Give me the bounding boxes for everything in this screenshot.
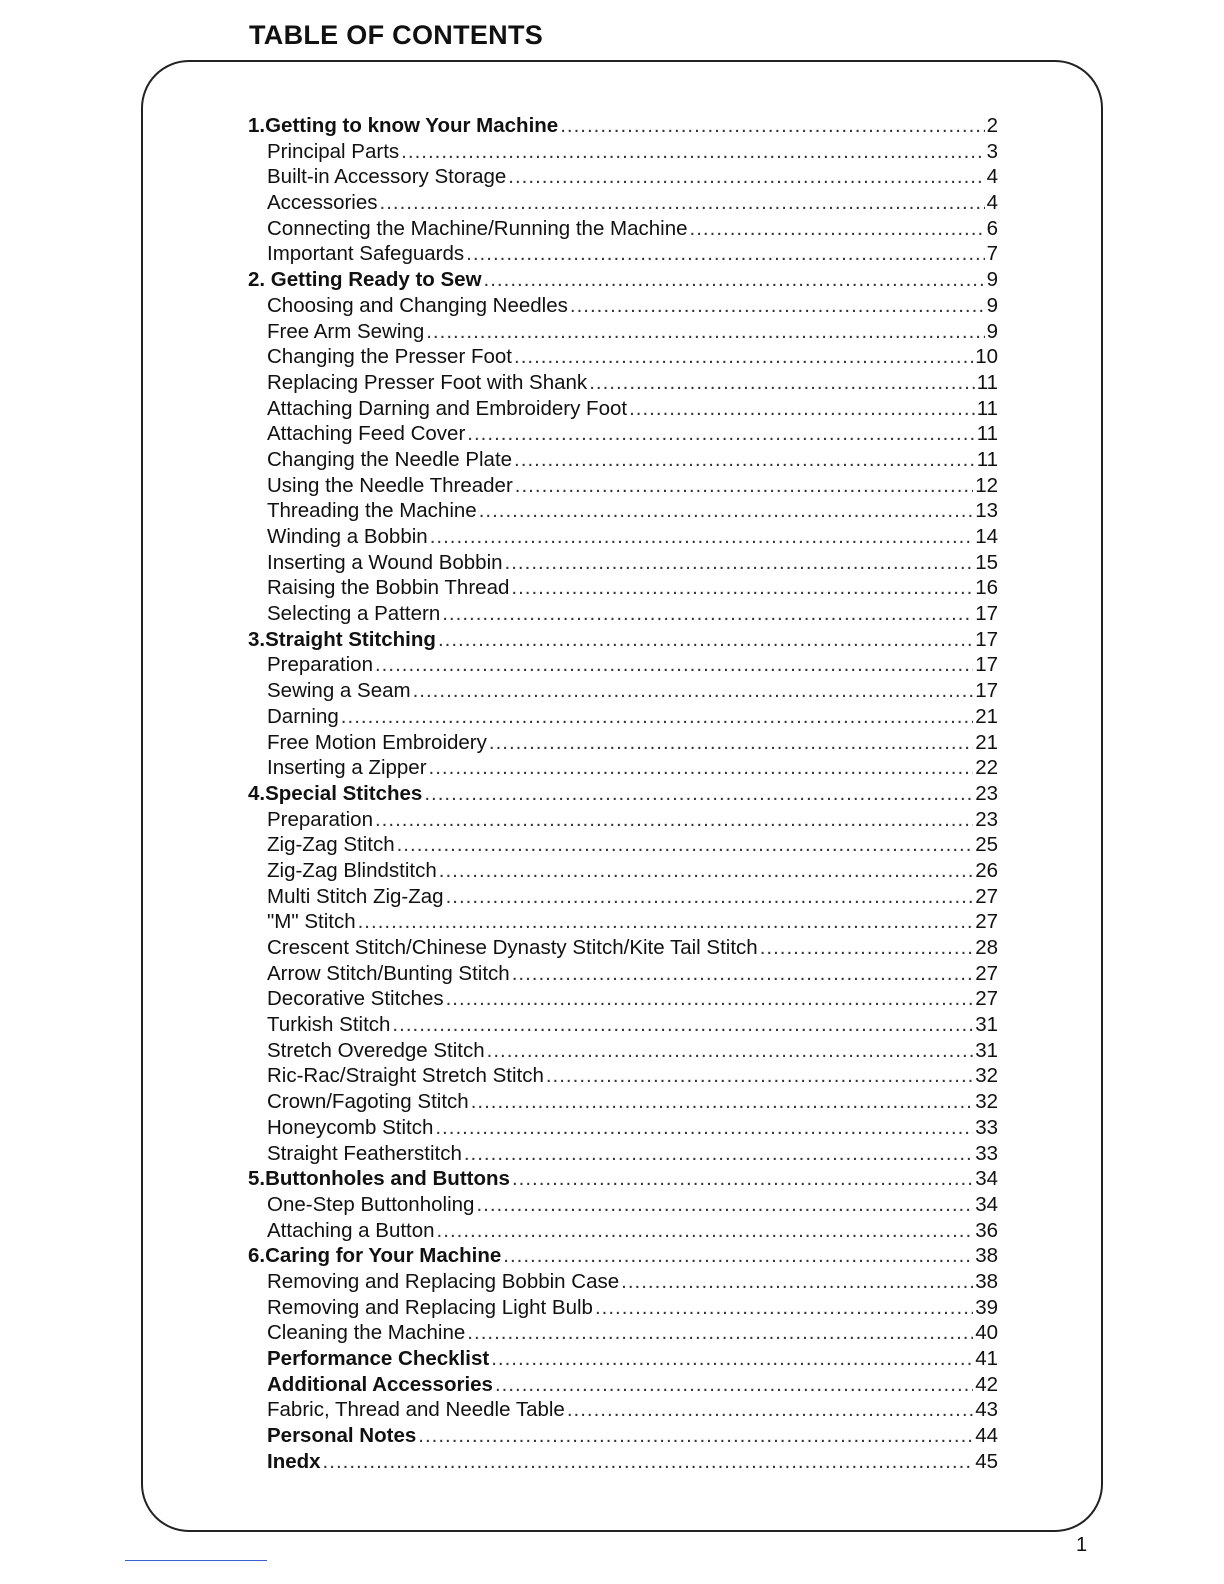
- toc-entry-label: Zig-Zag Blindstitch: [267, 858, 437, 882]
- toc-entry-label: Crescent Stitch/Chinese Dynasty Stitch/Kite Tail Stitch: [267, 936, 758, 959]
- toc-entry-page: 40: [975, 1321, 998, 1345]
- dot-leader: [487, 1038, 974, 1064]
- toc-entry[interactable]: [248, 319, 998, 345]
- dot-leader: [341, 704, 973, 730]
- toc-entry-label: Removing and Replacing Light Bulb: [267, 1295, 593, 1319]
- toc-entry-label: Performance Checklist: [267, 1347, 490, 1370]
- dot-leader: [484, 267, 985, 293]
- dot-leader: [621, 1269, 973, 1295]
- dot-leader: [479, 498, 974, 524]
- toc-entry-label: Decorative Stitches: [267, 987, 444, 1011]
- toc-entry-label: Inserting a Wound Bobbin: [267, 550, 503, 574]
- toc-entry[interactable]: [248, 935, 998, 961]
- toc-entry-page: 31: [975, 1013, 998, 1037]
- toc-entry-label: 4.Special Stitches: [248, 781, 423, 805]
- toc-entry-page: 33: [975, 1141, 998, 1165]
- toc-entry-page: 44: [975, 1424, 998, 1448]
- dot-leader: [438, 627, 973, 653]
- toc-entry-page: 38: [975, 1269, 998, 1293]
- toc-entry-page: 4: [986, 165, 998, 189]
- toc-entry[interactable]: [248, 627, 998, 653]
- toc-entry-page: 27: [975, 987, 998, 1011]
- toc-entry[interactable]: [248, 550, 998, 576]
- toc-entry-page: 27: [975, 884, 998, 908]
- toc-entry[interactable]: [248, 884, 998, 910]
- dot-leader: [442, 601, 973, 627]
- page-number: 1: [1076, 1534, 1088, 1556]
- toc-entry-page: 36: [975, 1218, 998, 1242]
- toc-entry-label: One-Step Buttonholing: [267, 1192, 475, 1216]
- dot-leader: [392, 1012, 973, 1038]
- toc-entry[interactable]: [248, 524, 998, 550]
- dot-leader: [505, 550, 974, 576]
- toc-entry-label: Raising the Bobbin Thread: [267, 576, 510, 600]
- toc-entry-label: Built-in Accessory Storage: [267, 165, 507, 189]
- toc-entry[interactable]: [248, 858, 998, 884]
- dot-leader: [503, 1243, 973, 1269]
- toc-entry-label: Straight Featherstitch: [267, 1141, 462, 1165]
- toc-entry-label: 1.Getting to know Your Machine: [248, 114, 559, 137]
- toc-entry-page: 17: [975, 627, 998, 651]
- toc-entry-label: Winding a Bobbin: [267, 525, 428, 548]
- toc-entry-label: Attaching a Button: [267, 1218, 435, 1242]
- toc-entry-label: Inedx: [267, 1449, 321, 1473]
- toc-entry[interactable]: [248, 755, 998, 781]
- dot-leader: [358, 909, 974, 935]
- toc-entry[interactable]: [248, 113, 998, 139]
- toc-entry-page: 21: [975, 704, 998, 728]
- toc-entry-label: Crown/Fagoting Stitch: [267, 1090, 469, 1114]
- toc-entry[interactable]: [248, 164, 998, 190]
- dot-leader: [426, 319, 984, 345]
- toc-entry[interactable]: [248, 678, 998, 704]
- toc-entry[interactable]: [248, 1115, 998, 1141]
- toc-entry[interactable]: [248, 1449, 998, 1475]
- toc-entry-page: 2: [986, 114, 998, 137]
- dot-leader: [567, 1397, 973, 1423]
- dot-leader: [439, 858, 973, 884]
- toc-entry-label: Multi Stitch Zig-Zag: [267, 884, 444, 908]
- dot-leader: [629, 396, 975, 422]
- dot-leader: [546, 1063, 973, 1089]
- toc-entry-page: 34: [975, 1192, 998, 1216]
- toc-entry-page: 17: [975, 602, 998, 626]
- toc-entry-page: 6: [986, 216, 998, 240]
- toc-entry[interactable]: [248, 447, 998, 473]
- toc-entry-label: 3.Straight Stitching: [248, 627, 436, 651]
- dot-leader: [690, 216, 985, 242]
- dot-leader: [418, 1423, 973, 1449]
- toc-entry-page: 11: [976, 447, 998, 471]
- toc-entry-page: 11: [976, 396, 998, 420]
- toc-entry-page: 31: [975, 1038, 998, 1062]
- dot-leader: [491, 1346, 973, 1372]
- dot-leader: [430, 524, 974, 550]
- toc-entry-page: 38: [975, 1244, 998, 1268]
- toc-entry-label: Fabric, Thread and Needle Table: [267, 1398, 565, 1422]
- toc-entry-page: 11: [976, 422, 998, 446]
- link-underline: [125, 1560, 267, 1561]
- toc-entry-label: Connecting the Machine/Running the Machine: [267, 216, 688, 240]
- toc-entry[interactable]: [248, 652, 998, 678]
- toc-entry-page: 16: [975, 576, 998, 600]
- toc-entry-page: 10: [975, 345, 998, 369]
- toc-entry-page: 21: [975, 730, 998, 754]
- toc-entry-page: 15: [975, 550, 998, 574]
- toc-entry[interactable]: [248, 1295, 998, 1321]
- dot-leader: [560, 113, 984, 139]
- toc-entry-label: Zig-Zag Stitch: [267, 833, 395, 857]
- dot-leader: [514, 447, 975, 473]
- toc-entry-label: Turkish Stitch: [267, 1013, 391, 1037]
- toc-entry-label: Selecting a Pattern: [267, 602, 441, 626]
- toc-entry-label: Accessories: [267, 191, 378, 215]
- toc-entry[interactable]: [248, 473, 998, 499]
- toc-entry-label: Arrow Stitch/Bunting Stitch: [267, 961, 510, 985]
- toc-entry-page: 45: [975, 1449, 998, 1473]
- toc-entry-label: Using the Needle Threader: [267, 473, 513, 497]
- dot-leader: [424, 781, 973, 807]
- dot-leader: [512, 1166, 973, 1192]
- toc-entry[interactable]: [248, 1346, 998, 1372]
- toc-entry-label: Important Safeguards: [267, 242, 465, 266]
- toc-entry-label: Changing the Needle Plate: [267, 447, 513, 471]
- toc-entry-label: Changing the Presser Foot: [267, 345, 512, 369]
- toc-entry[interactable]: [248, 1243, 998, 1269]
- toc-entry-label: Preparation: [267, 653, 373, 677]
- dot-leader: [446, 884, 974, 910]
- toc-entry-page: 39: [975, 1295, 998, 1319]
- toc-entry-page: 13: [975, 499, 998, 523]
- toc-entry-label: Preparation: [267, 807, 373, 831]
- toc-entry[interactable]: [248, 370, 998, 396]
- toc-entry-page: 25: [975, 833, 998, 857]
- toc-entry-page: 28: [975, 936, 998, 959]
- dot-leader: [514, 344, 973, 370]
- toc-entry[interactable]: [248, 190, 998, 216]
- toc-entry-page: 33: [975, 1115, 998, 1139]
- dot-leader: [476, 1192, 973, 1218]
- dot-leader: [464, 1141, 973, 1167]
- toc-entry-page: 27: [975, 910, 998, 934]
- toc-entry-page: 4: [986, 191, 998, 215]
- toc-entry-label: Free Arm Sewing: [267, 319, 425, 343]
- toc-entry-label: Free Motion Embroidery: [267, 730, 487, 754]
- toc-entry-page: 3: [986, 139, 998, 163]
- toc-entry[interactable]: [248, 241, 998, 267]
- toc-entry[interactable]: [248, 601, 998, 627]
- toc-entry-label: 5.Buttonholes and Buttons: [248, 1167, 510, 1191]
- toc-entry-page: 7: [986, 242, 998, 266]
- dot-leader: [397, 832, 974, 858]
- toc-entry-page: 17: [975, 653, 998, 677]
- toc-entry-page: 23: [975, 781, 998, 805]
- page-title: TABLE OF CONTENTS: [249, 20, 544, 50]
- toc-entry-page: 27: [975, 961, 998, 985]
- toc-entry-label: Darning: [267, 704, 339, 728]
- toc-entry-page: 26: [975, 858, 998, 882]
- toc-entry[interactable]: [248, 704, 998, 730]
- toc-entry[interactable]: [248, 1141, 998, 1167]
- dot-leader: [413, 678, 974, 704]
- toc-entry-page: 22: [975, 756, 998, 780]
- toc-entry-page: 32: [975, 1090, 998, 1114]
- toc-entry-label: Personal Notes: [267, 1424, 417, 1448]
- toc-entry-page: 43: [975, 1398, 998, 1422]
- toc-entry[interactable]: [248, 1397, 998, 1423]
- dot-leader: [495, 1372, 973, 1398]
- toc-entry-page: 32: [975, 1064, 998, 1088]
- toc-entry[interactable]: [248, 1372, 998, 1398]
- dot-leader: [589, 370, 975, 396]
- toc-entry[interactable]: [248, 1038, 998, 1064]
- toc-entry[interactable]: [248, 1089, 998, 1115]
- toc-entry[interactable]: [248, 498, 998, 524]
- toc-entry-label: Attaching Feed Cover: [267, 422, 466, 446]
- dot-leader: [375, 652, 973, 678]
- toc-entry-label: Attaching Darning and Embroidery Foot: [267, 396, 628, 420]
- toc-entry[interactable]: [248, 986, 998, 1012]
- toc-entry[interactable]: [248, 1012, 998, 1038]
- toc-entry-page: 14: [975, 525, 998, 548]
- toc-entry-page: 41: [975, 1347, 998, 1370]
- toc-entry-page: 9: [986, 319, 998, 343]
- toc-entry-page: 34: [975, 1167, 998, 1191]
- toc-entry[interactable]: [248, 730, 998, 756]
- dot-leader: [511, 575, 973, 601]
- toc-entry-label: Threading the Machine: [267, 499, 477, 523]
- toc-entry-label: "M" Stitch: [267, 910, 356, 934]
- dot-leader: [570, 293, 985, 319]
- toc-entry[interactable]: [248, 1269, 998, 1295]
- dot-leader: [515, 473, 973, 499]
- toc-entry[interactable]: [248, 396, 998, 422]
- dot-leader: [323, 1449, 974, 1475]
- dot-leader: [466, 241, 984, 267]
- dot-leader: [512, 961, 974, 987]
- toc-entry[interactable]: [248, 1423, 998, 1449]
- dot-leader: [401, 139, 984, 165]
- toc-entry[interactable]: [248, 421, 998, 447]
- toc-entry-label: Cleaning the Machine: [267, 1321, 466, 1345]
- toc-entry[interactable]: [248, 832, 998, 858]
- toc-entry[interactable]: [248, 961, 998, 987]
- toc-entry[interactable]: [248, 1320, 998, 1346]
- toc-entry-page: 17: [975, 679, 998, 703]
- toc-entry[interactable]: [248, 1166, 998, 1192]
- toc-entry-label: Ric-Rac/Straight Stretch Stitch: [267, 1064, 544, 1088]
- toc-entry[interactable]: [248, 1218, 998, 1244]
- dot-leader: [375, 807, 973, 833]
- toc-entry-label: 2. Getting Ready to Sew: [248, 268, 482, 292]
- toc-entry[interactable]: [248, 909, 998, 935]
- dot-leader: [508, 164, 984, 190]
- table-of-contents: [248, 113, 998, 1474]
- toc-entry-label: Principal Parts: [267, 139, 400, 163]
- toc-entry[interactable]: [248, 216, 998, 242]
- toc-entry-page: 9: [986, 268, 998, 292]
- dot-leader: [437, 1218, 974, 1244]
- toc-entry-page: 9: [986, 293, 998, 317]
- toc-entry-label: Replacing Presser Foot with Shank: [267, 370, 588, 394]
- toc-entry[interactable]: [248, 344, 998, 370]
- dot-leader: [380, 190, 985, 216]
- toc-entry-page: 11: [976, 370, 998, 394]
- toc-entry-page: 12: [975, 473, 998, 497]
- toc-entry[interactable]: [248, 575, 998, 601]
- toc-entry-label: Removing and Replacing Bobbin Case: [267, 1269, 620, 1293]
- toc-entry[interactable]: [248, 1063, 998, 1089]
- toc-entry-page: 42: [975, 1372, 998, 1396]
- dot-leader: [467, 1320, 973, 1346]
- dot-leader: [467, 421, 974, 447]
- dot-leader: [760, 935, 973, 961]
- toc-entry[interactable]: [248, 267, 998, 293]
- toc-entry-label: Sewing a Seam: [267, 679, 411, 703]
- toc-entry[interactable]: [248, 1192, 998, 1218]
- toc-entry-label: Stretch Overedge Stitch: [267, 1038, 485, 1062]
- toc-entry-label: 6.Caring for Your Machine: [248, 1244, 502, 1268]
- toc-entry-label: Choosing and Changing Needles: [267, 293, 568, 317]
- dot-leader: [471, 1089, 974, 1115]
- dot-leader: [435, 1115, 973, 1141]
- dot-leader: [595, 1295, 973, 1321]
- dot-leader: [489, 730, 973, 756]
- toc-entry[interactable]: [248, 781, 998, 807]
- toc-entry-page: 23: [975, 807, 998, 831]
- toc-entry[interactable]: [248, 807, 998, 833]
- toc-entry[interactable]: [248, 293, 998, 319]
- toc-entry-label: Inserting a Zipper: [267, 756, 427, 780]
- toc-entry-label: Honeycomb Stitch: [267, 1115, 434, 1139]
- dot-leader: [446, 986, 974, 1012]
- toc-entry-label: Additional Accessories: [267, 1372, 493, 1396]
- dot-leader: [429, 755, 974, 781]
- toc-entry[interactable]: [248, 139, 998, 165]
